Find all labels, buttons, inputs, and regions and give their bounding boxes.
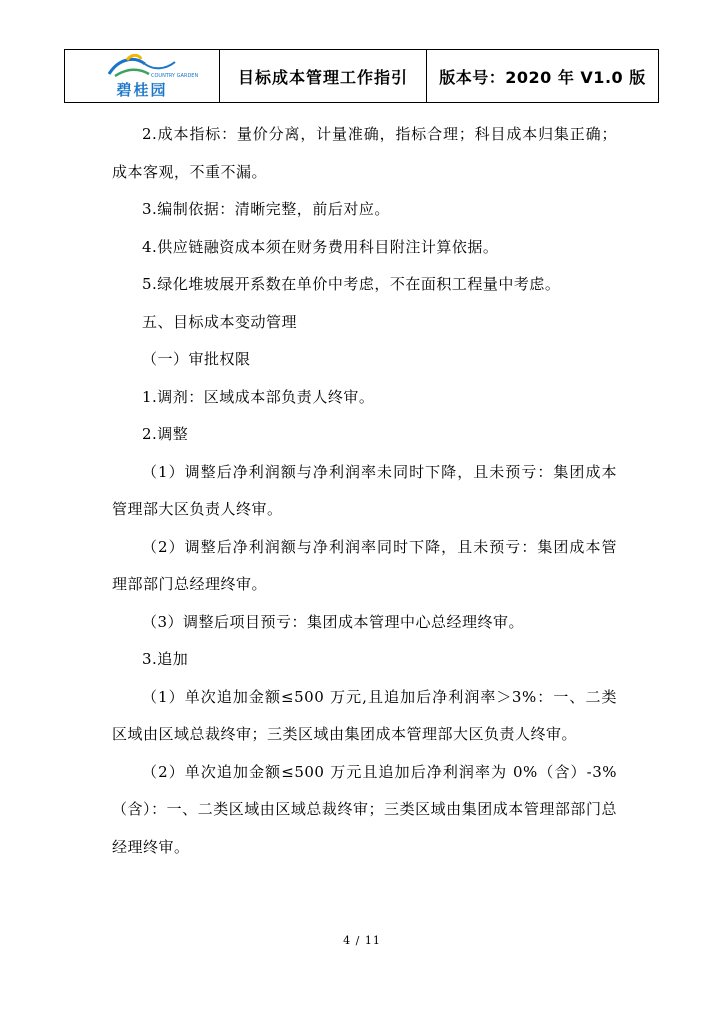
paragraph: （1）调整后净利润额与净利润率未同时下降，且未预亏：集团成本管理部大区负责人终审。 xyxy=(112,462,617,518)
paragraph: 2.成本指标：量价分离，计量准确，指标合理；科目成本归集正确；成本客观，不重不漏。 xyxy=(112,125,617,181)
document-body xyxy=(112,116,617,866)
paragraph: 3.编制依据：清晰完整，前后对应。 xyxy=(142,200,390,218)
paragraph: 3.追加 xyxy=(142,650,189,668)
logo-text: 碧桂园 xyxy=(116,81,168,99)
paragraph: 1.调剂：区域成本部负责人终审。 xyxy=(142,387,375,406)
paragraph: （2）单次追加金额≤500 万元且追加后净利润率为 0%（含）-3%（含）：一、二类区域由区域总裁终审；三类区域由集团成本管理部部门总经理终审。 xyxy=(112,762,617,856)
paragraph: 5.绿化堆坡展开系数在单价中考虑，不在面积工程量中考虑。 xyxy=(142,275,561,293)
section-heading: 五、目标成本变动管理 xyxy=(142,312,298,331)
paragraph: （1）单次追加金额≤500 万元,且追加后净利润率＞3%：一、二类区域由区域总裁终审；三类区域由集团成本管理部大区负责人终审。 xyxy=(112,687,617,743)
logo-emblem-icon xyxy=(105,54,199,80)
paragraph: （2）调整后净利润额与净利润率同时下降，且未预亏：集团成本管理部部门总经理终审。 xyxy=(112,537,617,593)
page-number: 4 / 11 xyxy=(343,934,381,947)
svg-text:COUNTRY GARDEN: COUNTRY GARDEN xyxy=(151,73,199,79)
company-logo xyxy=(65,50,219,102)
document-title: 目标成本管理工作指引 xyxy=(220,50,427,103)
header-table xyxy=(64,49,659,103)
subsection-heading: （一）审批权限 xyxy=(142,350,251,368)
paragraph: 4.供应链融资成本须在财务费用科目附注计算依据。 xyxy=(142,237,499,256)
paragraph: 2.调整 xyxy=(142,425,189,443)
version-label: 版本号：2020 年 V1.0 版 xyxy=(427,50,659,103)
logo-cell xyxy=(65,50,220,103)
paragraph: （3）调整后项目预亏：集团成本管理中心总经理终审。 xyxy=(142,612,525,631)
